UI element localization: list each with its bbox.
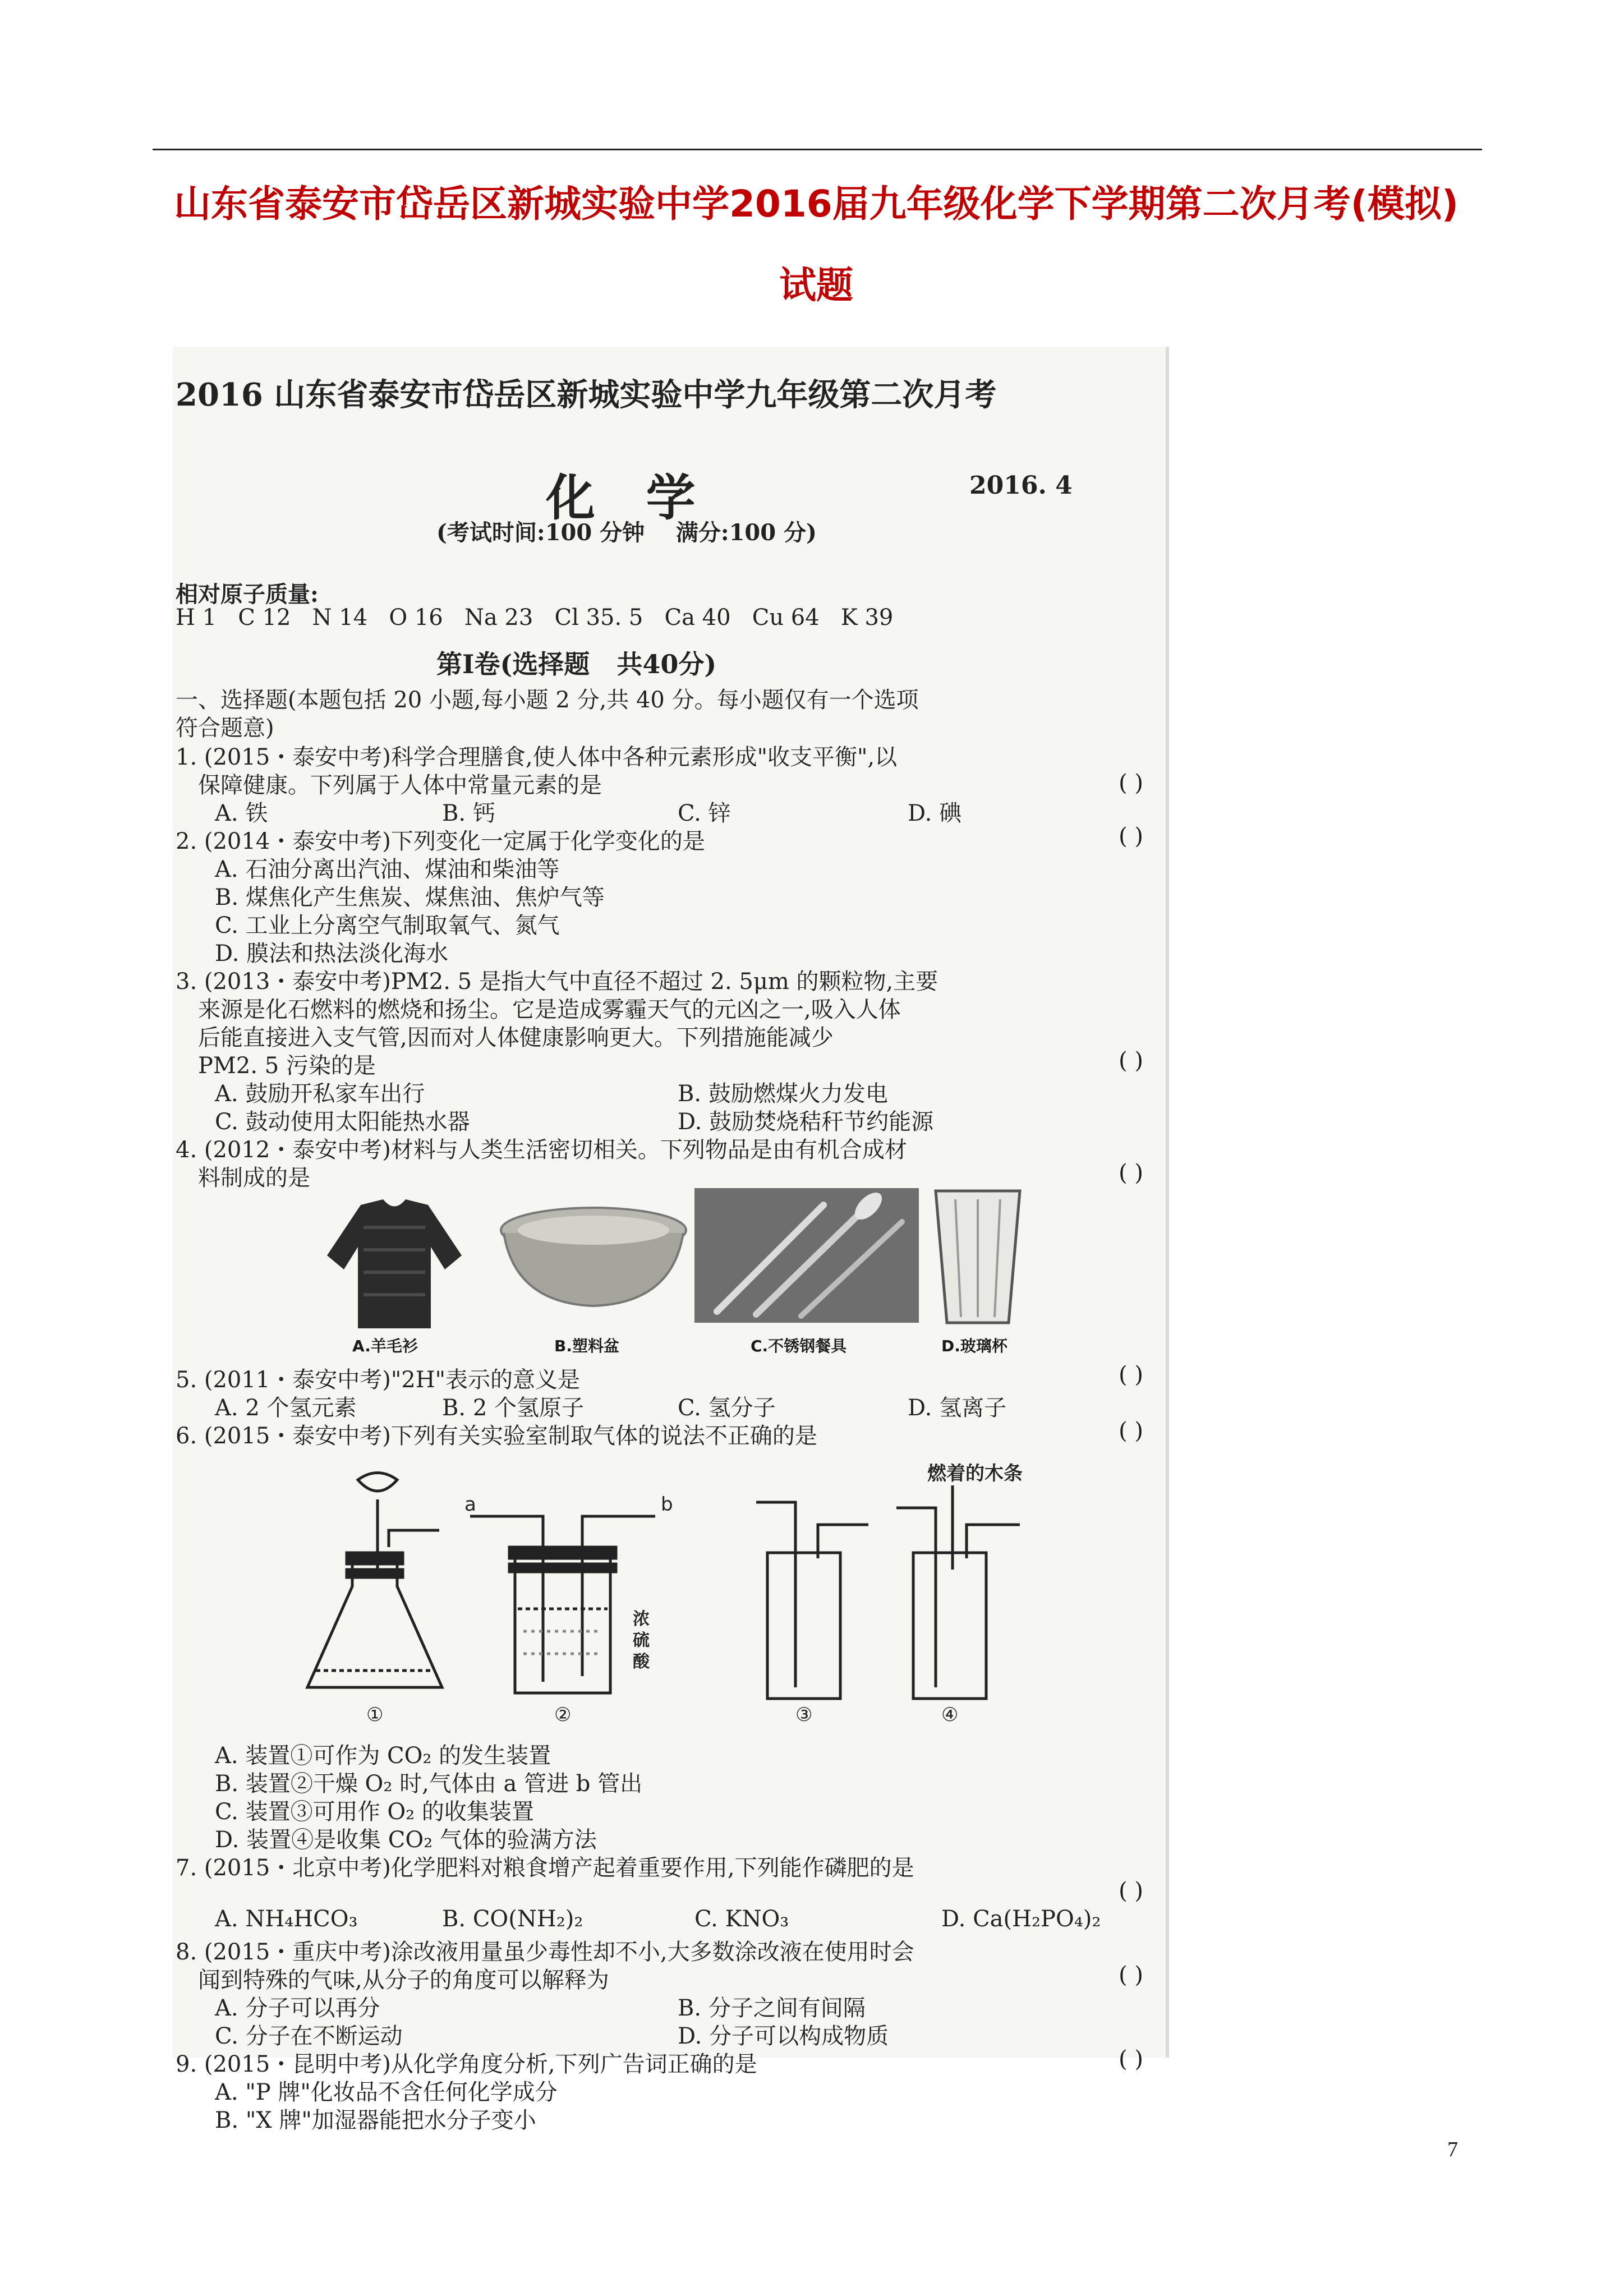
tableware-image (694, 1188, 919, 1323)
label-a: a (464, 1493, 476, 1516)
q7-line1: 7. (2015・北京中考)化学肥料对粮食增产起着重要作用,下列能作磷肥的是 (176, 1855, 914, 1881)
q2-line1: 2. (2014・泰安中考)下列变化一定属于化学变化的是 (176, 829, 705, 854)
q4-line1: 4. (2012・泰安中考)材料与人类生活密切相关。下列物品是由有机合成材 (176, 1137, 907, 1163)
q5-option-b: B. 2 个氢原子 (442, 1395, 584, 1421)
q3-line2: 来源是化石燃料的燃烧和扬尘。它是造成雾霾天气的元凶之一,吸入人体 (198, 997, 901, 1023)
q6-option-d: D. 装置④是收集 CO₂ 气体的验满方法 (215, 1827, 597, 1853)
q1-option-b: B. 钙 (442, 800, 495, 826)
q8-option-a: A. 分子可以再分 (215, 1995, 380, 2021)
header-rule (153, 149, 1482, 150)
q5-option-c: C. 氢分子 (678, 1395, 776, 1421)
q3-answer-paren: ( ) (1119, 1048, 1143, 1074)
q3-option-a: A. 鼓励开私家车出行 (215, 1081, 425, 1107)
q2-option-d: D. 膜法和热法淡化海水 (215, 941, 449, 967)
q1-line2: 保障健康。下列属于人体中常量元素的是 (198, 772, 602, 798)
q9-option-a: A. "P 牌"化妆品不含任何化学成分 (215, 2079, 558, 2105)
q3-line3: 后能直接进入支气管,因而对人体健康影响更大。下列措施能减少 (198, 1025, 834, 1051)
q4-line2: 料制成的是 (198, 1165, 310, 1191)
q4-answer-paren: ( ) (1119, 1160, 1143, 1186)
q8-line1: 8. (2015・重庆中考)涂改液用量虽少毒性却不小,大多数涂改液在使用时会 (176, 1939, 914, 1965)
section-heading: 第Ⅰ卷(选择题 共40分) (436, 649, 717, 679)
q4-option-b: B.塑料盆 (554, 1337, 619, 1355)
q1-line1: 1. (2015・泰安中考)科学合理膳食,使人体中各种元素形成"收支平衡",以 (176, 744, 898, 770)
q9-line1: 9. (2015・昆明中考)从化学角度分析,下列广告词正确的是 (176, 2051, 757, 2077)
q3-line4: PM2. 5 污染的是 (198, 1053, 376, 1079)
label-burning-splint: 燃着的木条 (927, 1463, 1023, 1485)
label-apparatus-2: ② (554, 1704, 572, 1726)
q9-option-b: B. "X 牌"加湿器能把水分子变小 (215, 2108, 536, 2133)
q6-option-a: A. 装置①可作为 CO₂ 的发生装置 (215, 1743, 551, 1769)
q4-option-c: C.不锈钢餐具 (751, 1337, 847, 1355)
q2-option-c: C. 工业上分离空气制取氧气、氮气 (215, 913, 560, 938)
q4-option-d: D.玻璃杯 (941, 1337, 1007, 1355)
q3-option-c: C. 鼓动使用太阳能热水器 (215, 1109, 470, 1135)
atomic-mass-label: 相对原子质量: (176, 581, 319, 608)
scanned-exam-page (173, 347, 1169, 2133)
document-title-line2: 试题 (779, 264, 853, 307)
q8-line2: 闻到特殊的气味,从分子的角度可以解释为 (198, 1967, 609, 1993)
q5-line1: 5. (2011・泰安中考)"2H"表示的意义是 (176, 1367, 581, 1393)
label-conc-sulfuric-acid: 浓硫酸 (633, 1609, 650, 1672)
q7-answer-paren: ( ) (1119, 1878, 1143, 1904)
label-apparatus-4: ④ (941, 1704, 959, 1726)
sweater-image (321, 1194, 467, 1334)
q1-option-d: D. 碘 (908, 800, 962, 826)
q5-answer-paren: ( ) (1119, 1362, 1143, 1388)
q5-option-d: D. 氢离子 (908, 1395, 1007, 1421)
exam-subject: 化 学 (546, 468, 712, 527)
q4-option-a: A.羊毛衫 (352, 1337, 418, 1355)
q6-option-c: C. 装置③可用作 O₂ 的收集装置 (215, 1799, 534, 1825)
glass-cup-image (930, 1188, 1025, 1328)
q6-option-b: B. 装置②干燥 O₂ 时,气体由 a 管进 b 管出 (215, 1771, 643, 1797)
q3-line1: 3. (2013・泰安中考)PM2. 5 是指大气中直径不超过 2. 5μm 的颗粒物,主要 (176, 969, 938, 995)
q6-line1: 6. (2015・泰安中考)下列有关实验室制取气体的说法不正确的是 (176, 1423, 817, 1449)
atomic-mass-values: H 1 C 12 N 14 O 16 Na 23 Cl 35. 5 Ca 40 Cu 64 K 39 (176, 605, 894, 631)
q8-answer-paren: ( ) (1119, 1962, 1143, 1988)
q1-option-c: C. 锌 (678, 800, 731, 826)
instructions-line2: 符合题意) (176, 715, 274, 741)
apparatus-figure (302, 1463, 1087, 1727)
q8-option-c: C. 分子在不断运动 (215, 2023, 403, 2049)
q2-answer-paren: ( ) (1119, 823, 1143, 849)
document-title-line1: 山东省泰安市岱岳区新城实验中学2016届九年级化学下学期第二次月考(模拟) (173, 182, 1459, 226)
exam-duration: (考试时间:100 分钟 满分:100 分) (436, 519, 817, 546)
q3-option-b: B. 鼓励燃煤火力发电 (678, 1081, 888, 1107)
q5-option-a: A. 2 个氢元素 (215, 1395, 357, 1421)
label-apparatus-3: ③ (795, 1704, 813, 1726)
q2-option-a: A. 石油分离出汽油、煤油和柴油等 (215, 857, 560, 882)
exam-date: 2016. 4 (969, 471, 1073, 500)
label-apparatus-1: ① (366, 1704, 384, 1726)
exam-heading: 2016 山东省泰安市岱岳区新城实验中学九年级第二次月考 (176, 376, 997, 413)
q7-option-c: C. KNO₃ (694, 1906, 789, 1932)
q8-option-d: D. 分子可以构成物质 (678, 2023, 889, 2049)
q7-option-b: B. CO(NH₂)₂ (442, 1906, 583, 1932)
q2-option-b: B. 煤焦化产生焦炭、煤焦油、焦炉气等 (215, 885, 605, 910)
q1-answer-paren: ( ) (1119, 770, 1143, 796)
q9-answer-paren: ( ) (1119, 2046, 1143, 2072)
q6-answer-paren: ( ) (1119, 1418, 1143, 1444)
q3-option-d: D. 鼓励焚烧秸秆节约能源 (678, 1109, 934, 1135)
plastic-basin-image (498, 1205, 689, 1312)
label-b: b (661, 1493, 673, 1516)
q7-option-a: A. NH₄HCO₃ (215, 1906, 358, 1932)
instructions-line1: 一、选择题(本题包括 20 小题,每小题 2 分,共 40 分。每小题仅有一个选项 (176, 687, 919, 713)
q7-option-d: D. Ca(H₂PO₄)₂ (941, 1906, 1101, 1932)
page-number: 7 (1447, 2138, 1458, 2161)
q1-option-a: A. 铁 (215, 800, 268, 826)
q8-option-b: B. 分子之间有间隔 (678, 1995, 866, 2021)
